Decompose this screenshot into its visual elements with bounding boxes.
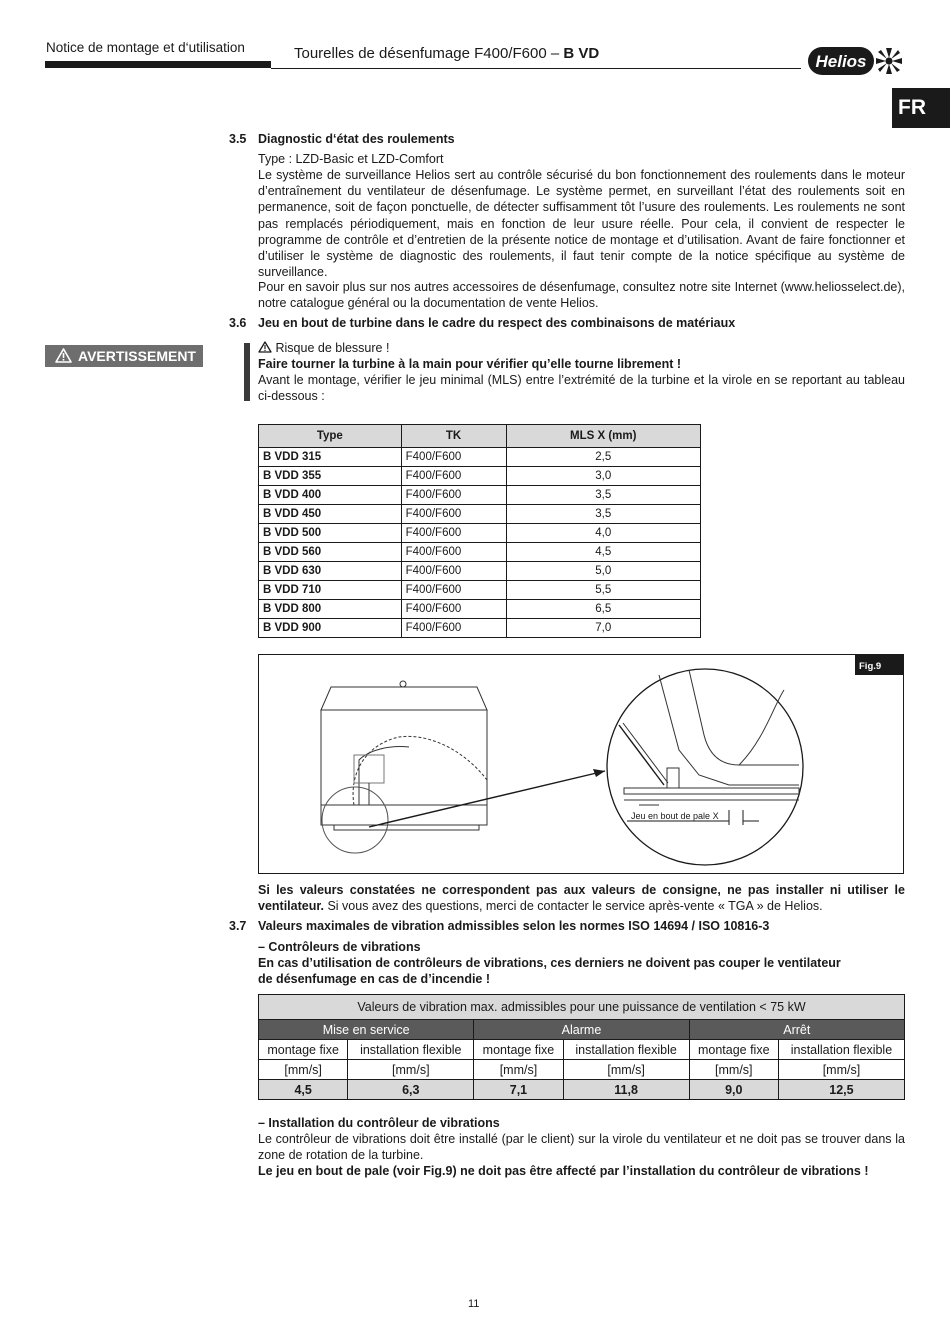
- table-row: [259, 619, 701, 638]
- group-header: Arrêt: [689, 1020, 904, 1040]
- warning-side-bar: [244, 343, 250, 401]
- table-cell: [mm/s]: [689, 1060, 778, 1080]
- table-row: [259, 505, 701, 524]
- table-cell: 7,0: [506, 619, 701, 638]
- paragraph: Le contrôleur de vibrations doit être installé (par le client) sur la virole du ventilateur et ne doit pas se trouver dans la zone de rotation de la turbine.: [258, 1132, 905, 1163]
- table-cell: 11,8: [563, 1080, 689, 1100]
- header-document-label: Notice de montage et d‘utilisation: [46, 40, 245, 55]
- paragraph: Si les valeurs constatées ne correspondent pas aux valeurs de consigne, ne pas installer ni utiliser le ventilateur. Si vous avez des questions, merci de contacter le service après-vente « TGA » de Helios.: [258, 883, 905, 914]
- language-tab: FR: [892, 88, 950, 128]
- header-thin-rule: [271, 68, 801, 69]
- table-cell: [mm/s]: [563, 1060, 689, 1080]
- subsection-title: – Contrôleurs de vibrations: [258, 940, 421, 954]
- helios-logo: [806, 45, 904, 77]
- table-cell: 3,0: [506, 467, 701, 486]
- subsection-title: – Installation du contrôleur de vibrations: [258, 1116, 500, 1130]
- figure-label: Fig.9: [855, 655, 903, 675]
- table-cell: installation flexible: [563, 1040, 689, 1060]
- table-cell: 5,5: [506, 581, 701, 600]
- risk-text: Avant le montage, vérifier le jeu minimal (MLS) entre l’extrémité de la turbine et la virole en se reportant au tableau ci-dessous :: [258, 373, 905, 404]
- table-cell: installation flexible: [348, 1040, 474, 1060]
- table-cell: F400/F600: [401, 562, 506, 581]
- table-cell: 4,5: [506, 543, 701, 562]
- table-row: [259, 1020, 905, 1040]
- column-header: Type: [259, 425, 402, 448]
- table-cell: 4,5: [259, 1080, 348, 1100]
- section-number: 3.5: [229, 132, 247, 146]
- table-cell: F400/F600: [401, 467, 506, 486]
- table-cell: B VDD 710: [259, 581, 402, 600]
- header-title: Tourelles de désenfumage F400/F600 – B VD: [294, 45, 600, 62]
- warning-triangle-icon: [258, 341, 272, 353]
- table-cell: F400/F600: [401, 524, 506, 543]
- table-cell: montage fixe: [259, 1040, 348, 1060]
- table-cell: B VDD 400: [259, 486, 402, 505]
- fan-clearance-drawing: [259, 655, 905, 875]
- table-row: [259, 467, 701, 486]
- table-cell: B VDD 630: [259, 562, 402, 581]
- section-number: 3.6: [229, 316, 247, 330]
- table-row: [259, 600, 701, 619]
- table-cell: 6,3: [348, 1080, 474, 1100]
- table-cell: 2,5: [506, 448, 701, 467]
- table-cell: B VDD 355: [259, 467, 402, 486]
- warning-badge: AVERTISSEMENT: [45, 345, 203, 367]
- risk-bold-text: Faire tourner la turbine à la main pour vérifier qu’elle tourne librement !: [258, 357, 682, 371]
- table-cell: [mm/s]: [778, 1060, 904, 1080]
- table-cell: B VDD 315: [259, 448, 402, 467]
- group-header: Alarme: [474, 1020, 689, 1040]
- table-cell: 6,5: [506, 600, 701, 619]
- table-cell: montage fixe: [474, 1040, 563, 1060]
- paragraph-bold: Le jeu en bout de pale (voir Fig.9) ne doit pas être affecté par l’installation du contrôleur de vibrations !: [258, 1164, 869, 1178]
- paragraph: Le système de surveillance Helios sert au contrôle sécurisé du bon fonctionnement des roulements dans le moteur d’entraînement du ventilateur de désenfumage. Le système permet, en surveillant l’état des roulements soit en permanence, soit de façon ponctuelle, de détecter suffisamment tôt l’usure des roulements. Les roulements ne sont pas remplacés périodiquement, mais en fonction de leur usure réelle. Pour cela, il convient de respecter le programme de contrôle et d’entretien de la présente notice de montage et d’utilisation. Avant de faire fonctionner et d’utiliser le système de diagnostic des roulements, il faut tenir compte de la notice spécifique au système de surveillance.: [258, 168, 905, 280]
- warning-triangle-icon: [55, 348, 72, 363]
- table-cell: installation flexible: [778, 1040, 904, 1060]
- column-header: MLS X (mm): [506, 425, 701, 448]
- table-cell: [mm/s]: [259, 1060, 348, 1080]
- group-header: Mise en service: [259, 1020, 474, 1040]
- figure-9: [258, 654, 904, 874]
- table-row: [259, 524, 701, 543]
- table-cell: 5,0: [506, 562, 701, 581]
- section-title: Valeurs maximales de vibration admissibles selon les normes ISO 14694 / ISO 10816-3: [258, 919, 770, 933]
- table-cell: F400/F600: [401, 505, 506, 524]
- table-cell: 3,5: [506, 486, 701, 505]
- table-cell: 12,5: [778, 1080, 904, 1100]
- table-cell: B VDD 560: [259, 543, 402, 562]
- table-cell: 4,0: [506, 524, 701, 543]
- table-row: [259, 562, 701, 581]
- table-cell: montage fixe: [689, 1040, 778, 1060]
- mls-table: [258, 424, 701, 638]
- table-row: [259, 581, 701, 600]
- table-row: [259, 448, 701, 467]
- table-cell: [mm/s]: [474, 1060, 563, 1080]
- table-cell: [mm/s]: [348, 1060, 474, 1080]
- table-cell: F400/F600: [401, 581, 506, 600]
- vibration-table: [258, 994, 905, 1100]
- table-cell: 3,5: [506, 505, 701, 524]
- table-cell: F400/F600: [401, 486, 506, 505]
- table-row: [259, 995, 905, 1020]
- table-cell: F400/F600: [401, 600, 506, 619]
- table-row: [259, 1080, 905, 1100]
- paragraph: Pour en savoir plus sur nos autres accessoires de désenfumage, consultez notre site Internet (www.heliosselect.de), notre catalogue général ou la documentation de vente Helios.: [258, 280, 905, 311]
- section-title: Jeu en bout de turbine dans le cadre du respect des combinaisons de matériaux: [258, 316, 736, 330]
- table-cell: 7,1: [474, 1080, 563, 1100]
- risk-title: Risque de blessure !: [258, 340, 905, 356]
- table-cell: 9,0: [689, 1080, 778, 1100]
- table-cell: B VDD 450: [259, 505, 402, 524]
- svg-text:Helios: Helios: [815, 52, 867, 71]
- table-row: [259, 1040, 905, 1060]
- table-row: [259, 486, 701, 505]
- svg-text:Jeu en bout de pale X: Jeu en bout de pale X: [631, 811, 719, 821]
- vibration-warning-line: En cas d’utilisation de contrôleurs de vibrations, ces derniers ne doivent pas couper le ventilateur: [258, 956, 841, 970]
- table-cell: F400/F600: [401, 448, 506, 467]
- table-title-cell: Valeurs de vibration max. admissibles pour une puissance de ventilation < 75 kW: [259, 995, 905, 1020]
- vibration-warning-line: de désenfumage en cas de d’incendie !: [258, 972, 491, 986]
- table-header-row: [259, 425, 701, 448]
- table-row: [259, 543, 701, 562]
- table-cell: F400/F600: [401, 619, 506, 638]
- type-line: Type : LZD-Basic et LZD-Comfort: [258, 152, 444, 166]
- section-title: Diagnostic d‘état des roulements: [258, 132, 455, 146]
- page-number: 11: [468, 1298, 480, 1310]
- column-header: TK: [401, 425, 506, 448]
- table-row: [259, 1060, 905, 1080]
- table-cell: B VDD 800: [259, 600, 402, 619]
- section-number: 3.7: [229, 919, 247, 933]
- header-thick-rule: [45, 61, 271, 68]
- table-cell: B VDD 500: [259, 524, 402, 543]
- table-cell: B VDD 900: [259, 619, 402, 638]
- table-cell: F400/F600: [401, 543, 506, 562]
